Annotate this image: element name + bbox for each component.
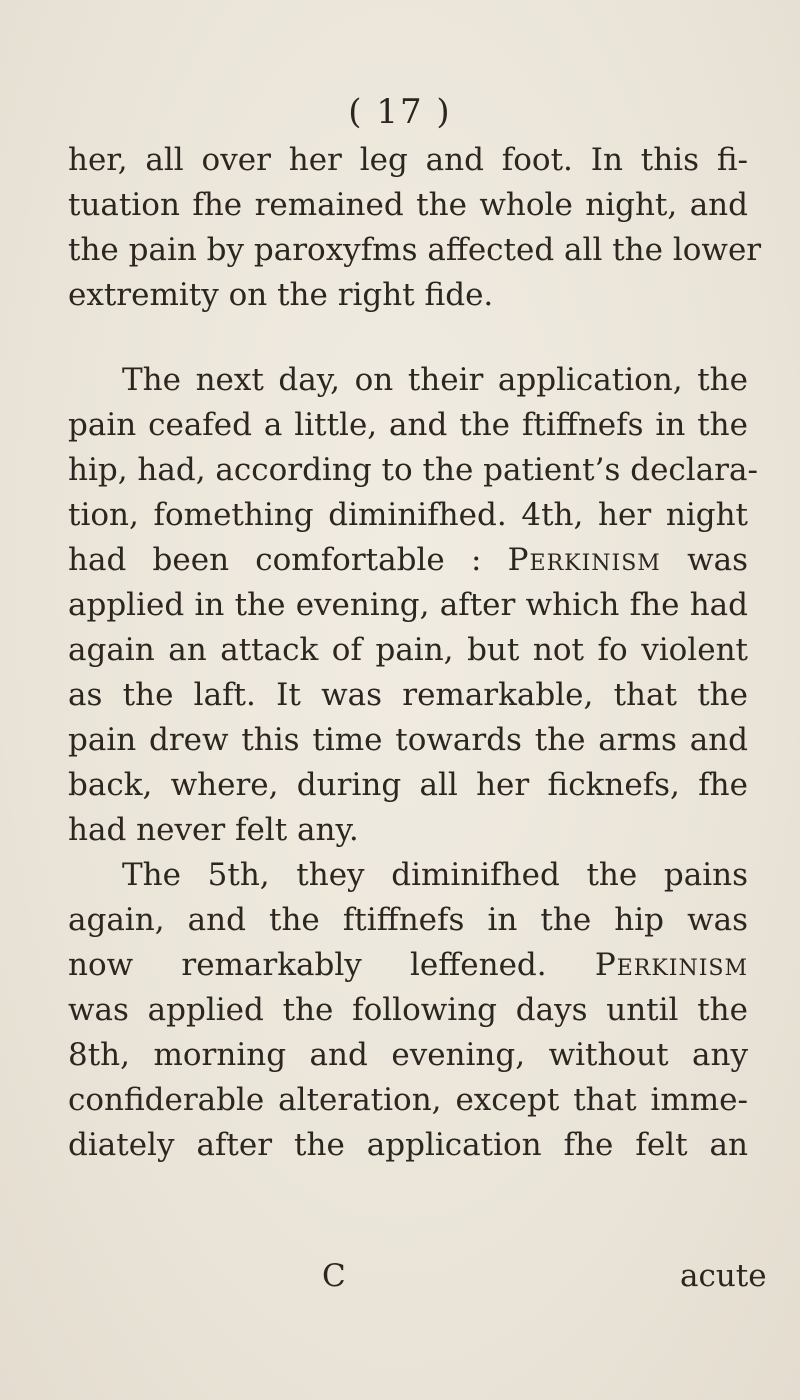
text-line: back, where, during all her ficknefs, fhe	[68, 767, 748, 803]
text-line: tuation fhe remained the whole night, and	[68, 187, 748, 223]
text-segment: had been comfortable :	[68, 542, 482, 578]
perkinism-term: Perkinism	[594, 947, 748, 983]
signature-mark: C	[322, 1258, 346, 1294]
text-line: extremity on the right fide.	[68, 277, 494, 313]
paragraph-3	[68, 853, 748, 1168]
text-line: the pain by paroxyfms affected all the lower	[68, 232, 762, 268]
text-line: pain ceafed a little, and the ftiffnefs in the	[68, 407, 748, 443]
text-line: her, all over her leg and foot. In this fi-	[68, 142, 748, 178]
text-line	[68, 943, 748, 988]
text-line	[68, 538, 748, 583]
text-line: again, and the ftiffnefs in the hip was	[68, 902, 748, 938]
text-line: again an attack of pain, but not fo violent	[68, 632, 748, 668]
text-line: was applied the following days until the	[68, 992, 748, 1028]
text-line: applied in the evening, after which fhe had	[68, 587, 748, 623]
catchword: acute	[680, 1258, 767, 1294]
text-line: confiderable alteration, except that imme-	[68, 1082, 748, 1118]
text-segment: now remarkably leffened.	[68, 947, 547, 983]
paragraph-1	[68, 138, 762, 318]
text-line: The 5th, they diminifhed the pains	[122, 857, 748, 893]
paragraph-2	[68, 358, 758, 853]
text-line: as the laft. It was remarkable, that the	[68, 677, 748, 713]
text-line: hip, had, according to the patient’s declara-	[68, 452, 758, 488]
perkinism-term: Perkinism	[507, 542, 661, 578]
text-line: diately after the application fhe felt an	[68, 1127, 748, 1163]
text-line: had never felt any.	[68, 812, 359, 848]
text-line: The next day, on their application, the	[122, 362, 748, 398]
page-number: ( 17 )	[348, 92, 452, 132]
text-segment: was	[687, 542, 748, 578]
page-footer	[0, 1258, 800, 1298]
text-line: tion, fomething diminifhed. 4th, her night	[68, 497, 748, 533]
text-line: pain drew this time towards the arms and	[68, 722, 748, 758]
text-line: 8th, morning and evening, without any	[68, 1037, 748, 1073]
